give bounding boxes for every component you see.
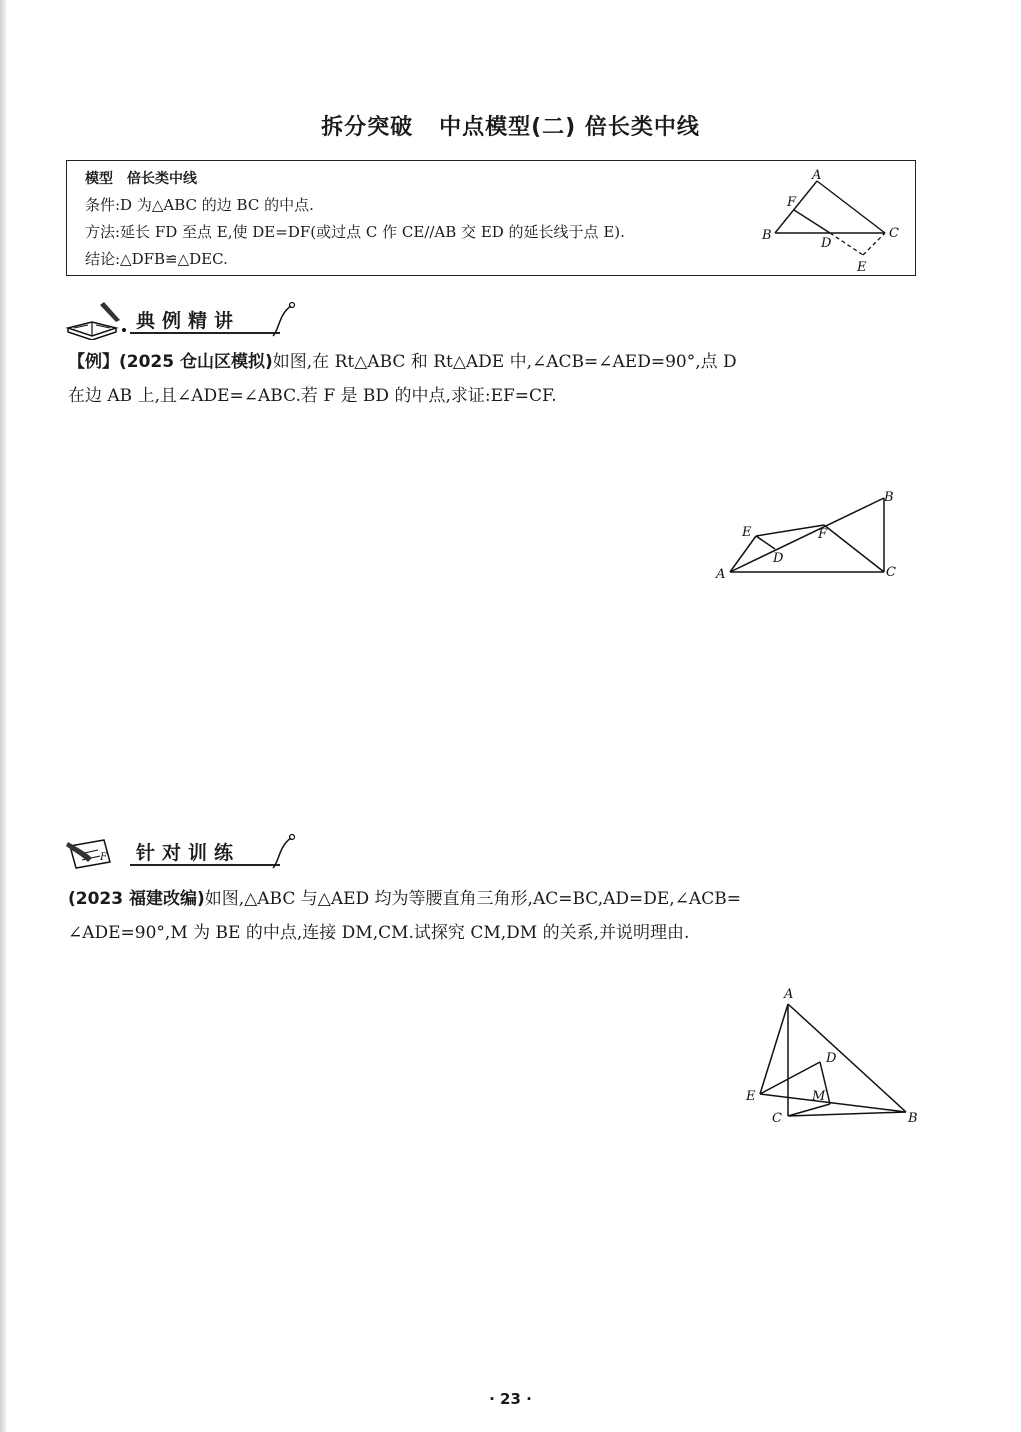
section-header-examples [64,300,304,342]
model-label-f: F [787,195,797,210]
model-label-a: A [812,168,822,183]
example-problem [68,345,928,413]
practice-line-1 [68,882,928,916]
svg-text:F: F [100,852,107,863]
model-box [66,160,916,276]
practice-label-e: E [746,1089,756,1104]
model-label-b: B [762,228,772,243]
practice-text-1: 如图,△ABC 与△AED 均为等腰直角三角形,AC=BC,AD=DE,∠ACB= [204,889,741,909]
practice-side-cb [788,1112,906,1116]
practice-label-d: D [826,1051,837,1066]
model-label-e: E [857,260,867,275]
practice-line-2: ∠ADE=90°,M 为 BE 的中点,连接 DM,CM.试探究 CM,DM 的关系,并说明理由. [68,923,690,943]
model-label-c: C [889,226,899,241]
section-header-practice [64,832,304,874]
model-label-d: D [821,236,832,251]
example-label-a: A [716,567,726,582]
page-number: · 23 · [489,1390,532,1408]
example-tag: 【例】 [68,352,119,372]
section-underline [130,864,280,866]
example-side-ed [756,536,775,549]
page-title [0,110,1021,141]
title-part1: 拆分突破 [321,115,414,140]
section-flourish-icon [269,832,299,872]
practice-figure [740,980,920,1130]
section-label-examples: 典例精讲 [136,310,241,332]
example-segment-ef [756,525,824,536]
page-edge-shadow [0,0,6,1432]
practice-label-b: B [908,1111,918,1126]
practice-segment-eb [760,1094,906,1112]
model-method: 方法:延长 FD 至点 E,使 DE=DF(或过点 C 作 CE//AB 交 ED 的延长线于点 E). [85,223,625,241]
example-segment-fc [824,525,884,572]
book-pen-icon [64,300,130,340]
example-label-d: D [773,551,784,566]
practice-label-m: M [812,1089,826,1104]
example-label-f: F [818,527,828,542]
section-underline [130,332,280,334]
model-condition: 条件:D 为△ABC 的边 BC 的中点. [85,196,314,214]
practice-problem [68,882,928,950]
model-heading: 模型 倍长类中线 [85,171,197,187]
example-side-ae [730,536,756,572]
example-line-2: 在边 AB 上,且∠ADE=∠ABC.若 F 是 BD 的中点,求证:EF=CF. [68,386,557,406]
example-label-e: E [742,525,752,540]
practice-label-a: A [784,987,794,1002]
section-label-practice: 针对训练 [136,842,241,864]
example-label-b: B [884,490,894,505]
example-side-ab [730,498,884,572]
model-figure [757,167,907,275]
title-part2: 中点模型(二) 倍长类中线 [439,115,700,140]
model-segment-fd [794,210,830,233]
example-label-c: C [886,565,896,580]
pen-paper-icon [64,832,130,872]
practice-source: (2023 福建改编) [68,889,205,909]
practice-side-ab [788,1004,906,1112]
example-text-1: 如图,在 Rt△ABC 和 Rt△ADE 中,∠ACB=∠AED=90°,点 D [272,352,737,372]
example-line-1 [68,345,928,379]
model-conclusion: 结论:△DFB≌△DEC. [85,250,228,268]
model-segment-de [830,233,863,255]
model-side-ac [817,181,885,233]
example-source: (2025 仓山区模拟) [119,352,273,372]
section-flourish-icon [269,300,299,340]
practice-label-c: C [772,1111,782,1126]
example-figure [710,488,910,588]
model-segment-ec [863,233,885,255]
